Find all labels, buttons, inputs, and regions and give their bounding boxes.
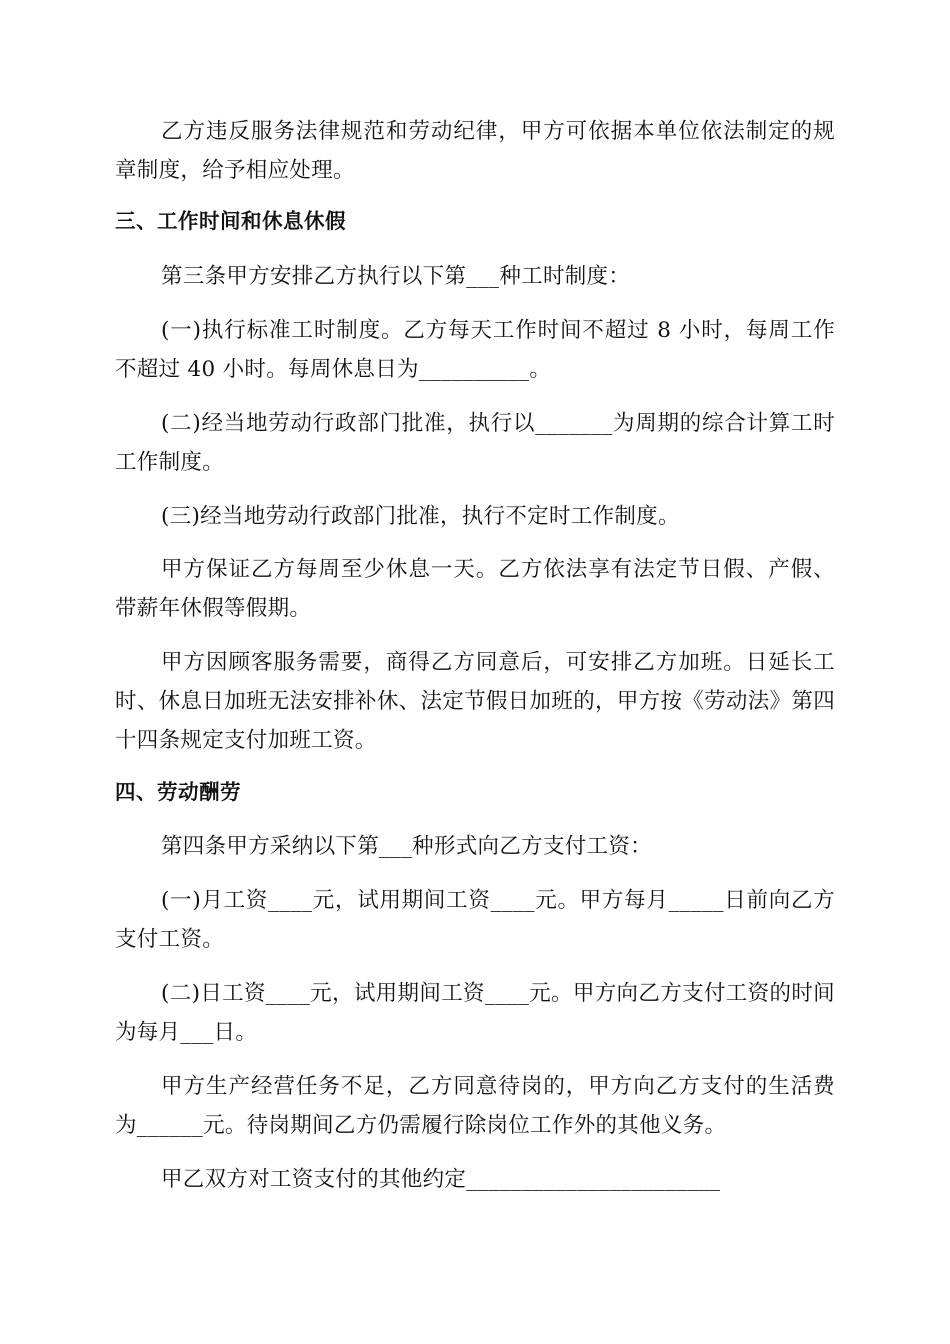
section-heading-remuneration: 四、劳动酬劳 <box>115 780 241 804</box>
paragraph-comprehensive-hours: (二)经当地劳动行政部门批准，执行以_______为周期的综合计算工时工作制度。 <box>115 411 835 475</box>
paragraph-overtime: 甲方因顾客服务需要，商得乙方同意后，可安排乙方加班。日延长工时、休息日加班无法安排补休、法定节假日加班的，甲方按《劳动法》第四十四条规定支付加班工资。 <box>115 650 835 753</box>
paragraph-daily-wage: (二)日工资____元，试用期间工资____元。甲方向乙方支付工资的时间为每月___日。 <box>115 981 835 1045</box>
paragraph-rest-days: 甲方保证乙方每周至少休息一天。乙方依法享有法定节日假、产假、带薪年休假等假期。 <box>115 557 835 621</box>
paragraph-article-3: 第三条甲方安排乙方执行以下第___种工时制度： <box>161 264 631 289</box>
section-heading-working-hours: 三、工作时间和休息休假 <box>115 209 346 233</box>
paragraph-monthly-wage: (一)月工资____元，试用期间工资____元。甲方每月_____日前向乙方支付工资。 <box>115 888 835 952</box>
paragraph-discipline: 乙方违反服务法律规范和劳动纪律，甲方可依据本单位依法制定的规章制度，给予相应处理。 <box>115 119 835 183</box>
paragraph-other-agreements: 甲乙双方对工资支付的其他约定_______________________ <box>161 1167 721 1192</box>
paragraph-flexible-hours: (三)经当地劳动行政部门批准，执行不定时工作制度。 <box>161 504 680 529</box>
paragraph-standby-allowance: 甲方生产经营任务不足，乙方同意待岗的，甲方向乙方支付的生活费为______元。待岗期间乙方仍需履行除岗位工作外的其他义务。 <box>115 1074 835 1138</box>
paragraph-article-4: 第四条甲方采纳以下第___种形式向乙方支付工资： <box>161 834 652 859</box>
paragraph-standard-hours: (一)执行标准工时制度。乙方每天工作时间不超过 8 小时，每周工作不超过 40 小时。每周休息日为__________。 <box>115 318 835 382</box>
